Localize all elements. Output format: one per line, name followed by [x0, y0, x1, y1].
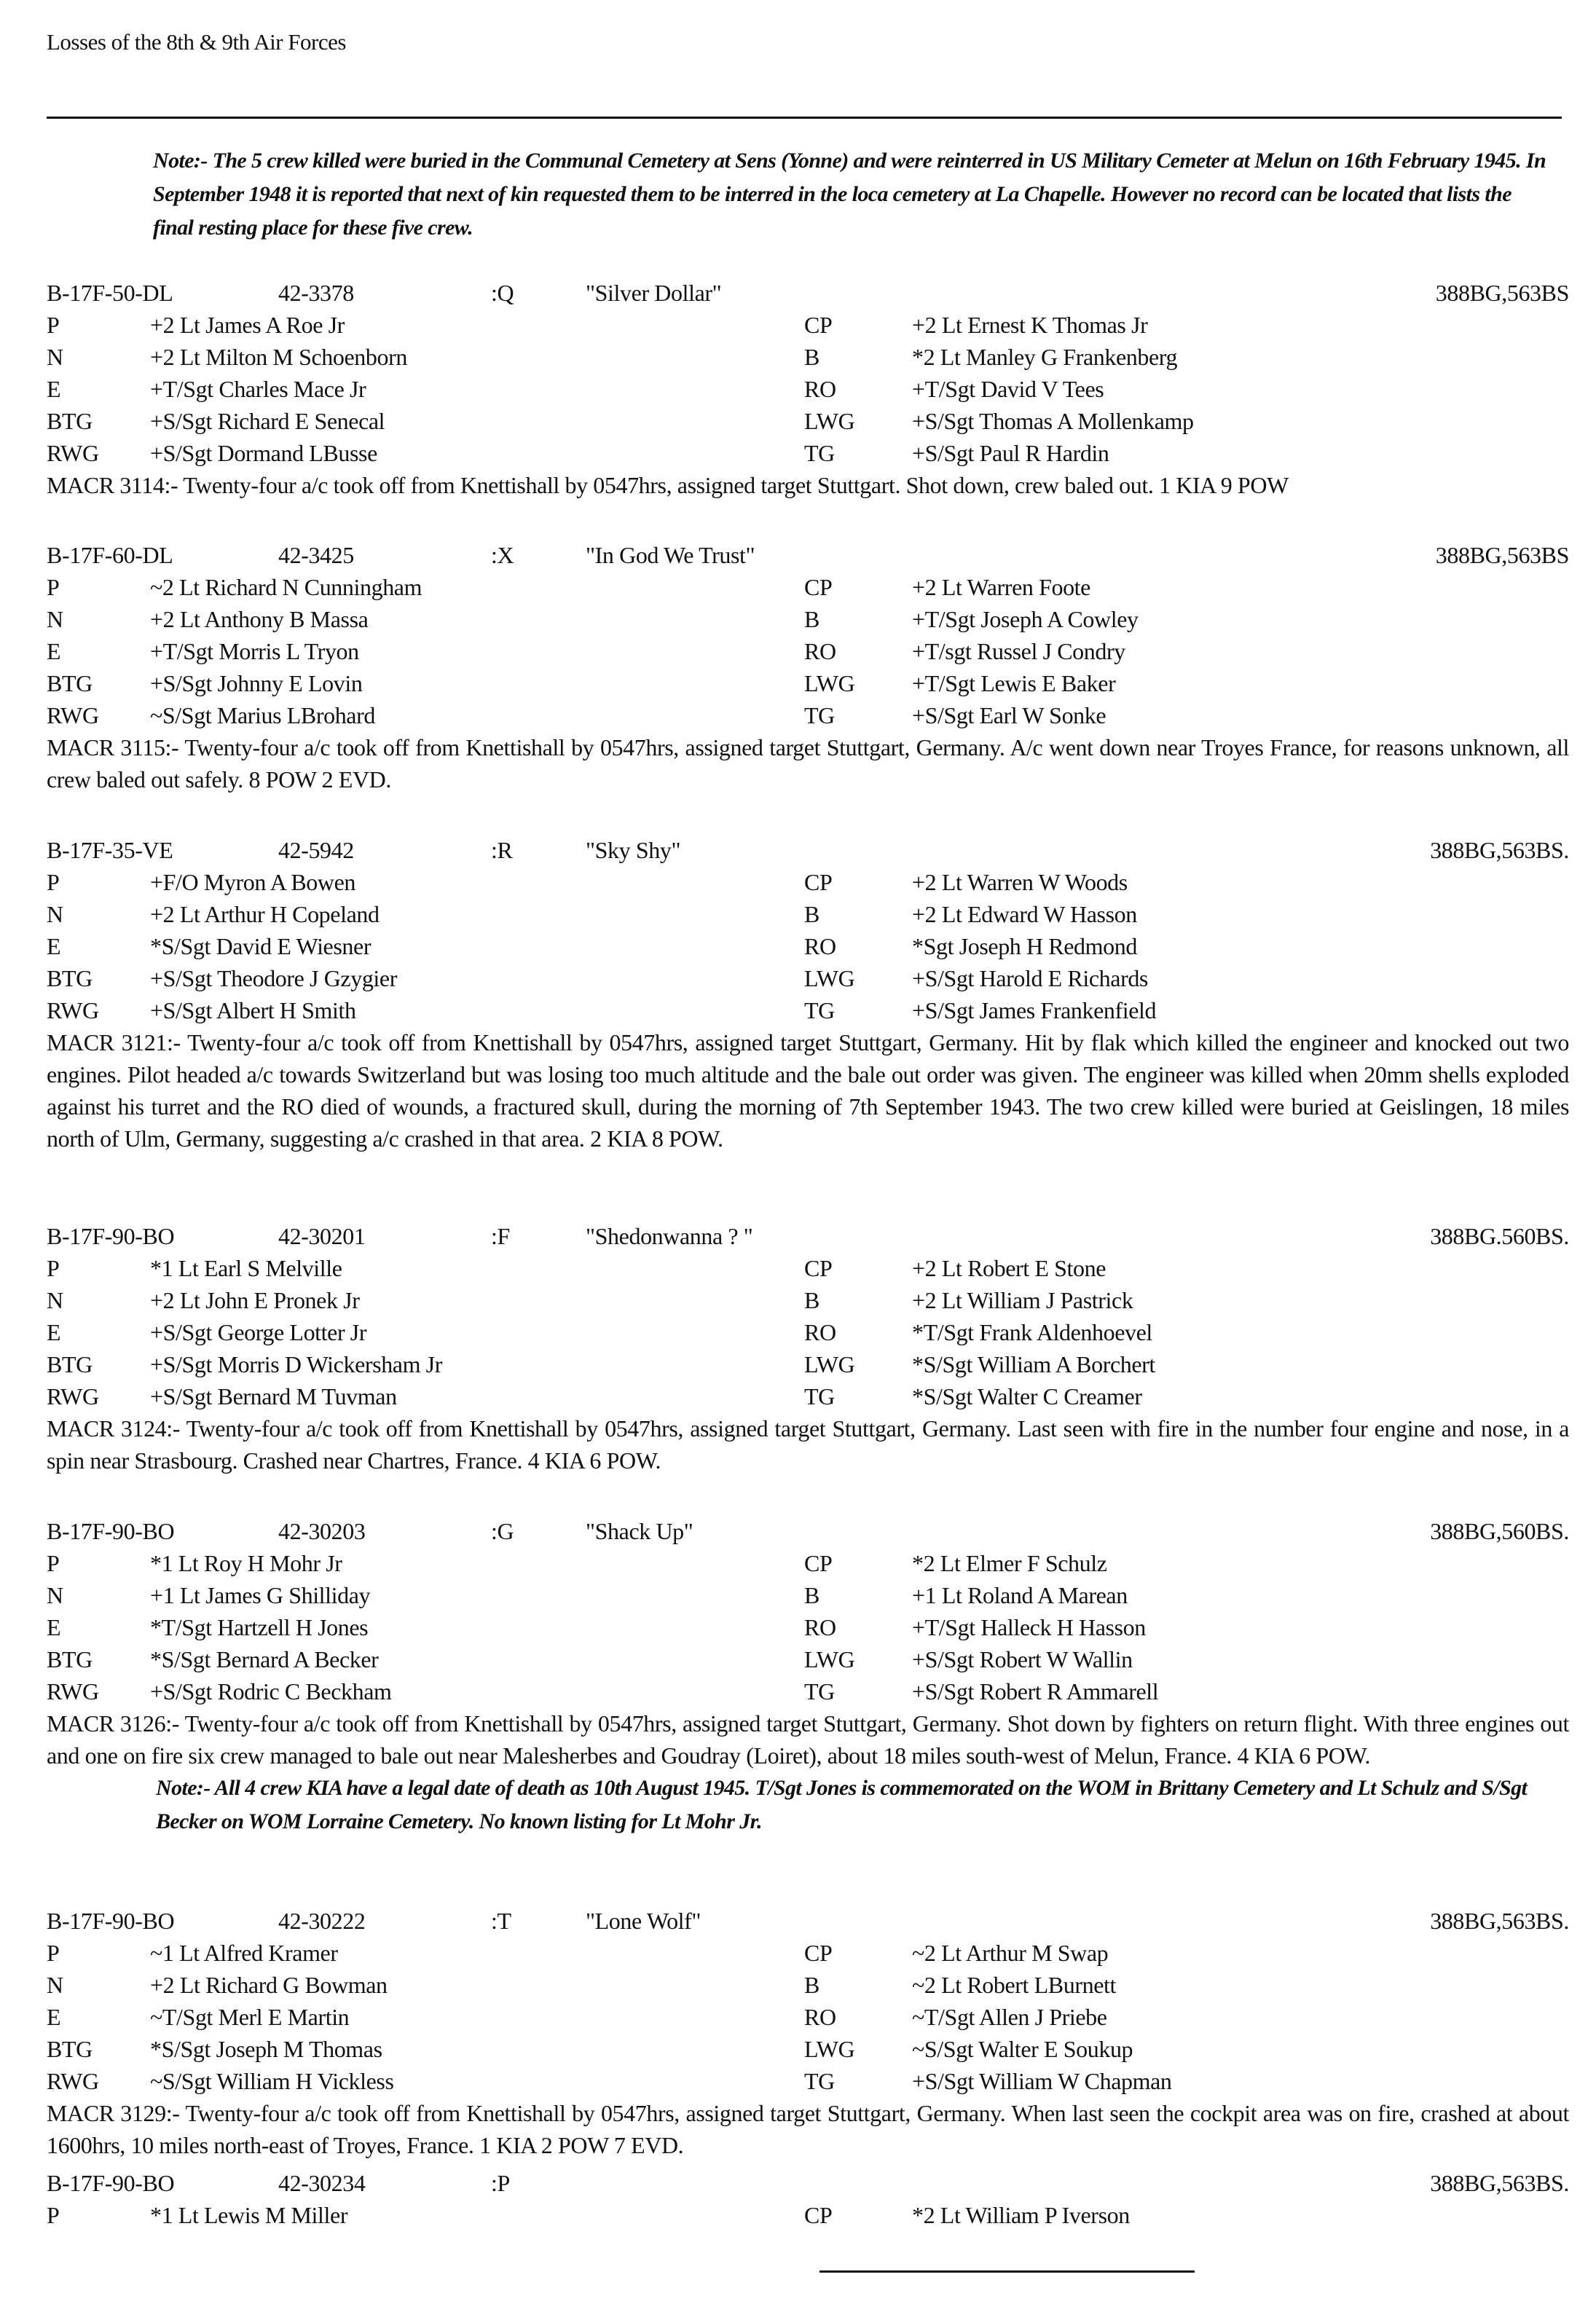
crew-row [47, 341, 1569, 373]
aircraft-serial: 42-5942 [278, 837, 354, 863]
crew-member: ~1 Lt Alfred Kramer [150, 1940, 338, 1966]
macr-report: MACR 3114:- Twenty-four a/c took off from Knettishall by 0547hrs, assigned target Stuttgart. Shot down, crew baled out. 1 KIA 9 POW [47, 472, 1289, 498]
unit-designation: 388BG,560BS. [1430, 1518, 1569, 1544]
crew-member: +1 Lt James G Shilliday [150, 1582, 371, 1608]
crew-position: LWG [804, 965, 855, 991]
crew-member: +S/Sgt Theodore J Gzygier [150, 965, 397, 991]
crew-row [47, 1547, 1569, 1579]
crew-member: +S/Sgt Albert H Smith [150, 997, 356, 1023]
crew-position: CP [804, 2202, 833, 2228]
crew-position: E [47, 2004, 61, 2030]
macr-report: MACR 3115:- Twenty-four a/c took off from Knettishall by 0547hrs, assigned target Stuttgart, Germany. A/c went down near Troyes France, for reasons unknown, all crew baled out safely. 8 POW 2 EVD. [47, 734, 1569, 793]
aircraft-letter: :Q [491, 280, 514, 306]
crew-position: BTG [47, 408, 93, 434]
crew-position: BTG [47, 670, 93, 696]
crew-position: RO [804, 933, 836, 959]
crew-row [47, 1348, 1569, 1380]
crew-position: CP [804, 574, 833, 600]
entry-header-row [47, 1905, 1569, 1937]
crew-member: *T/Sgt Hartzell H Jones [150, 1614, 369, 1640]
crew-position: BTG [47, 965, 93, 991]
crew-member: +F/O Myron A Bowen [150, 869, 355, 895]
crew-member: +2 Lt Milton M Schoenborn [150, 344, 407, 370]
crew-position: B [804, 1287, 819, 1313]
crew-member: +S/Sgt Dormand LBusse [150, 440, 377, 466]
crew-position: E [47, 933, 61, 959]
crew-position: B [804, 1582, 819, 1608]
crew-member: +T/Sgt Halleck H Hasson [912, 1614, 1146, 1640]
crew-member: *S/Sgt Walter C Creamer [912, 1383, 1142, 1409]
aircraft-serial: 42-3425 [278, 542, 354, 568]
crew-position: CP [804, 312, 833, 338]
crew-position: BTG [47, 2036, 93, 2062]
crew-row [47, 994, 1569, 1026]
crew-member: +2 Lt Robert E Stone [912, 1255, 1106, 1281]
crew-member: +S/Sgt Johnny E Lovin [150, 670, 363, 696]
aircraft-letter: :R [491, 837, 513, 863]
crew-row [47, 1643, 1569, 1675]
crew-position: CP [804, 1550, 833, 1576]
crew-member: +T/Sgt Lewis E Baker [912, 670, 1116, 696]
loss-entry [47, 277, 1569, 501]
crew-member: +T/Sgt David V Tees [912, 376, 1104, 402]
loss-entry [47, 1220, 1569, 1476]
loss-entry [47, 834, 1569, 1155]
crew-member: +S/Sgt Earl W Sonke [912, 702, 1106, 728]
crew-position: LWG [804, 670, 855, 696]
aircraft-name: "Silver Dollar" [586, 280, 722, 306]
crew-row [47, 2199, 1569, 2231]
crew-member: *S/Sgt David E Wiesner [150, 933, 372, 959]
crew-position: LWG [804, 1646, 855, 1672]
crew-member: *S/Sgt Joseph M Thomas [150, 2036, 382, 2062]
unit-designation: 388BG,563BS. [1430, 1908, 1569, 1934]
crew-row [47, 571, 1569, 603]
aircraft-name: "Shedonwanna ? " [586, 1223, 753, 1249]
entry-header-row [47, 277, 1569, 309]
crew-member: +S/Sgt Richard E Senecal [150, 408, 385, 434]
crew-position: RO [804, 1319, 836, 1345]
entry-header-row [47, 539, 1569, 571]
crew-position: P [47, 1550, 60, 1576]
entry-header-row [47, 834, 1569, 866]
crew-position: B [804, 1972, 819, 1998]
aircraft-letter: :G [491, 1518, 514, 1544]
crew-member: ~T/Sgt Allen J Priebe [912, 2004, 1107, 2030]
crew-member: +2 Lt James A Roe Jr [150, 312, 345, 338]
crew-position: TG [804, 2068, 835, 2094]
crew-position: RO [804, 1614, 836, 1640]
loss-entry [47, 1515, 1569, 1839]
macr-report: MACR 3124:- Twenty-four a/c took off from Knettishall by 0547hrs, assigned target Stuttgart, Germany. Last seen with fire in the number four engine and nose, in a spin near Strasbourg. Crashed near Chartres, France. 4 KIA 6 POW. [47, 1415, 1569, 1474]
crew-position: E [47, 1319, 61, 1345]
crew-member: +S/Sgt William W Chapman [912, 2068, 1172, 2094]
crew-member: ~S/Sgt Marius LBrohard [150, 702, 375, 728]
aircraft-serial: 42-30234 [278, 2170, 366, 2196]
crew-member: +2 Lt Warren W Woods [912, 869, 1128, 895]
crew-member: +T/sgt Russel J Condry [912, 638, 1125, 664]
crew-member: +S/Sgt Paul R Hardin [912, 440, 1109, 466]
crew-member: ~2 Lt Richard N Cunningham [150, 574, 422, 600]
aircraft-name: "Lone Wolf" [586, 1908, 701, 1934]
crew-position: TG [804, 997, 835, 1023]
crew-position: P [47, 2202, 60, 2228]
entry-header-row [47, 1220, 1569, 1252]
crew-position: P [47, 312, 60, 338]
crew-member: +S/Sgt Robert W Wallin [912, 1646, 1133, 1672]
crew-member: *1 Lt Earl S Melville [150, 1255, 342, 1281]
crew-row [47, 1380, 1569, 1412]
crew-member: *S/Sgt Bernard A Becker [150, 1646, 379, 1672]
unit-designation: 388BG,563BS [1435, 280, 1569, 306]
crew-member: +S/Sgt James Frankenfield [912, 997, 1157, 1023]
crew-member: +2 Lt Warren Foote [912, 574, 1090, 600]
aircraft-name: "Sky Shy" [586, 837, 681, 863]
crew-position: RWG [47, 1383, 99, 1409]
macr-report: MACR 3121:- Twenty-four a/c took off from Knettishall by 0547hrs, assigned target Stuttgart, Germany. Hit by flak which killed the engineer and knocked out two engines. Pilot headed a/c towards Switzerland but was losing too much altitude and the bale out order was given. The engineer was killed when 20mm shells exploded against his turret and the RO died of wounds, a fractured skull, during the morning of 7th September 1943. The two crew killed were buried at Geislingen, 18 miles north of Ulm, Germany, suggesting a/c crashed in that area. 2 KIA 8 POW. [47, 1029, 1569, 1152]
crew-position: CP [804, 1940, 833, 1966]
crew-member: +T/Sgt Charles Mace Jr [150, 376, 366, 402]
crew-member: *2 Lt Elmer F Schulz [912, 1550, 1107, 1576]
crew-position: P [47, 1255, 60, 1281]
crew-position: LWG [804, 408, 855, 434]
crew-row [47, 1611, 1569, 1643]
unit-designation: 388BG,563BS. [1430, 2170, 1569, 2196]
crew-member: ~2 Lt Robert LBurnett [912, 1972, 1116, 1998]
loss-entry [47, 539, 1569, 795]
crew-row [47, 1675, 1569, 1707]
crew-member: *1 Lt Roy H Mohr Jr [150, 1550, 342, 1576]
aircraft-serial: 42-30201 [278, 1223, 366, 1249]
aircraft-type: B-17F-90-BO [47, 1908, 175, 1934]
crew-position: P [47, 574, 60, 600]
crew-position: TG [804, 1383, 835, 1409]
entry-header-row [47, 2167, 1569, 2199]
crew-row [47, 635, 1569, 667]
crew-position: BTG [47, 1646, 93, 1672]
crew-member: +T/Sgt Joseph A Cowley [912, 606, 1139, 632]
aircraft-serial: 42-30222 [278, 1908, 366, 1934]
crew-position: E [47, 376, 61, 402]
crew-row [47, 699, 1569, 731]
crew-member: +T/Sgt Morris L Tryon [150, 638, 359, 664]
top-note: Note:- The 5 crew killed were buried in the Communal Cemetery at Sens (Yonne) and were reinterred in US Military Cemeter at Melun on 16th February 1945. In September 1948 it is reported that next of kin requested them to be interred in the loca cemetery at La Chapelle. However no record can be located that lists the final resting place for these five crew. [153, 149, 1546, 240]
crew-member: ~S/Sgt Walter E Soukup [912, 2036, 1133, 2062]
crew-position: N [47, 901, 63, 927]
crew-position: TG [804, 1678, 835, 1704]
aircraft-letter: :F [491, 1223, 510, 1249]
aircraft-type: B-17F-90-BO [47, 1518, 175, 1544]
crew-position: P [47, 1940, 60, 1966]
aircraft-type: B-17F-60-DL [47, 542, 173, 568]
crew-row [47, 930, 1569, 962]
crew-member: +2 Lt Ernest K Thomas Jr [912, 312, 1148, 338]
crew-member: *Sgt Joseph H Redmond [912, 933, 1137, 959]
loss-entry [47, 1905, 1569, 2161]
crew-member: +2 Lt Arthur H Copeland [150, 901, 380, 927]
crew-position: TG [804, 440, 835, 466]
crew-position: B [804, 606, 819, 632]
crew-position: N [47, 1287, 63, 1313]
aircraft-name: "Shack Up" [586, 1518, 693, 1544]
macr-report: MACR 3129:- Twenty-four a/c took off from Knettishall by 0547hrs, assigned target Stuttgart, Germany. When last seen the cockpit area was on fire, crashed at about 1600hrs, 10 miles north-east of Troyes, France. 1 KIA 2 POW 7 EVD. [47, 2100, 1569, 2158]
crew-position: RWG [47, 2068, 99, 2094]
crew-position: RWG [47, 702, 99, 728]
crew-member: +S/Sgt Thomas A Mollenkamp [912, 408, 1194, 434]
crew-member: *2 Lt William P Iverson [912, 2202, 1130, 2228]
crew-member: *T/Sgt Frank Aldenhoevel [912, 1319, 1152, 1345]
crew-row [47, 1284, 1569, 1316]
crew-row [47, 898, 1569, 930]
aircraft-type: B-17F-35-VE [47, 837, 173, 863]
crew-position: N [47, 344, 63, 370]
crew-member: *2 Lt Manley G Frankenberg [912, 344, 1178, 370]
loss-entry [47, 2167, 1569, 2231]
crew-row [47, 667, 1569, 699]
aircraft-letter: :P [491, 2170, 510, 2196]
macr-report: MACR 3126:- Twenty-four a/c took off from Knettishall by 0547hrs, assigned target Stuttgart, Germany. Shot down by fighters on return flight. With three engines out and one on fire six crew managed to bale out near Malesherbes and Goudray (Loiret), about 18 miles south-west of Melun, France. 4 KIA 6 POW. [47, 1710, 1569, 1769]
crew-member: +2 Lt Anthony B Massa [150, 606, 369, 632]
crew-row [47, 2033, 1569, 2065]
crew-position: RWG [47, 1678, 99, 1704]
crew-row [47, 866, 1569, 898]
aircraft-letter: :X [491, 542, 514, 568]
crew-member: +S/Sgt George Lotter Jr [150, 1319, 367, 1345]
crew-position: LWG [804, 2036, 855, 2062]
crew-row [47, 2001, 1569, 2033]
crew-position: BTG [47, 1351, 93, 1377]
crew-position: B [804, 901, 819, 927]
crew-position: N [47, 1972, 63, 1998]
header-divider [47, 117, 1562, 119]
crew-position: TG [804, 702, 835, 728]
crew-position: B [804, 344, 819, 370]
footer-divider [819, 2270, 1195, 2273]
unit-designation: 388BG,563BS. [1430, 837, 1569, 863]
crew-member: +2 Lt William J Pastrick [912, 1287, 1133, 1313]
crew-position: P [47, 869, 60, 895]
crew-member: ~2 Lt Arthur M Swap [912, 1940, 1109, 1966]
aircraft-type: B-17F-90-BO [47, 1223, 175, 1249]
unit-designation: 388BG,563BS [1435, 542, 1569, 568]
crew-member: +S/Sgt Morris D Wickersham Jr [150, 1351, 442, 1377]
crew-row [47, 603, 1569, 635]
crew-row [47, 1969, 1569, 2001]
crew-member: +S/Sgt Rodric C Beckham [150, 1678, 392, 1704]
crew-row [47, 2065, 1569, 2097]
crew-position: CP [804, 1255, 833, 1281]
page-header-title: Losses of the 8th & 9th Air Forces [47, 29, 346, 55]
crew-position: E [47, 1614, 61, 1640]
crew-member: *1 Lt Lewis M Miller [150, 2202, 348, 2228]
aircraft-serial: 42-30203 [278, 1518, 366, 1544]
crew-row [47, 309, 1569, 341]
crew-member: +2 Lt Richard G Bowman [150, 1972, 388, 1998]
crew-member: +1 Lt Roland A Marean [912, 1582, 1128, 1608]
crew-row [47, 1316, 1569, 1348]
crew-position: RO [804, 638, 836, 664]
crew-member: +S/Sgt Harold E Richards [912, 965, 1148, 991]
crew-row [47, 437, 1569, 469]
crew-row [47, 962, 1569, 994]
crew-row [47, 1579, 1569, 1611]
crew-member: +S/Sgt Robert R Ammarell [912, 1678, 1159, 1704]
aircraft-type: B-17F-90-BO [47, 2170, 175, 2196]
crew-position: E [47, 638, 61, 664]
crew-row [47, 405, 1569, 437]
entry-header-row [47, 1515, 1569, 1547]
crew-row [47, 1937, 1569, 1969]
aircraft-type: B-17F-50-DL [47, 280, 173, 306]
crew-position: RWG [47, 440, 99, 466]
entry-note: Note:- All 4 crew KIA have a legal date of death as 10th August 1945. T/Sgt Jones is commemorated on the WOM in Brittany Cemetery and Lt Schulz and S/Sgt Becker on WOM Lorraine Cemetery. No known listing for Lt Mohr Jr. [156, 1776, 1528, 1833]
crew-position: N [47, 1582, 63, 1608]
crew-position: CP [804, 869, 833, 895]
crew-position: RO [804, 376, 836, 402]
crew-member: ~T/Sgt Merl E Martin [150, 2004, 350, 2030]
crew-position: LWG [804, 1351, 855, 1377]
crew-member: +2 Lt John E Pronek Jr [150, 1287, 360, 1313]
crew-member: ~S/Sgt William H Vickless [150, 2068, 394, 2094]
unit-designation: 388BG.560BS. [1430, 1223, 1569, 1249]
crew-member: *S/Sgt William A Borchert [912, 1351, 1155, 1377]
crew-member: +S/Sgt Bernard M Tuvman [150, 1383, 397, 1409]
crew-member: +2 Lt Edward W Hasson [912, 901, 1137, 927]
crew-position: N [47, 606, 63, 632]
aircraft-letter: :T [491, 1908, 511, 1934]
crew-row [47, 1252, 1569, 1284]
aircraft-serial: 42-3378 [278, 280, 354, 306]
aircraft-name: "In God We Trust" [586, 542, 755, 568]
crew-position: RWG [47, 997, 99, 1023]
crew-position: RO [804, 2004, 836, 2030]
crew-row [47, 373, 1569, 405]
